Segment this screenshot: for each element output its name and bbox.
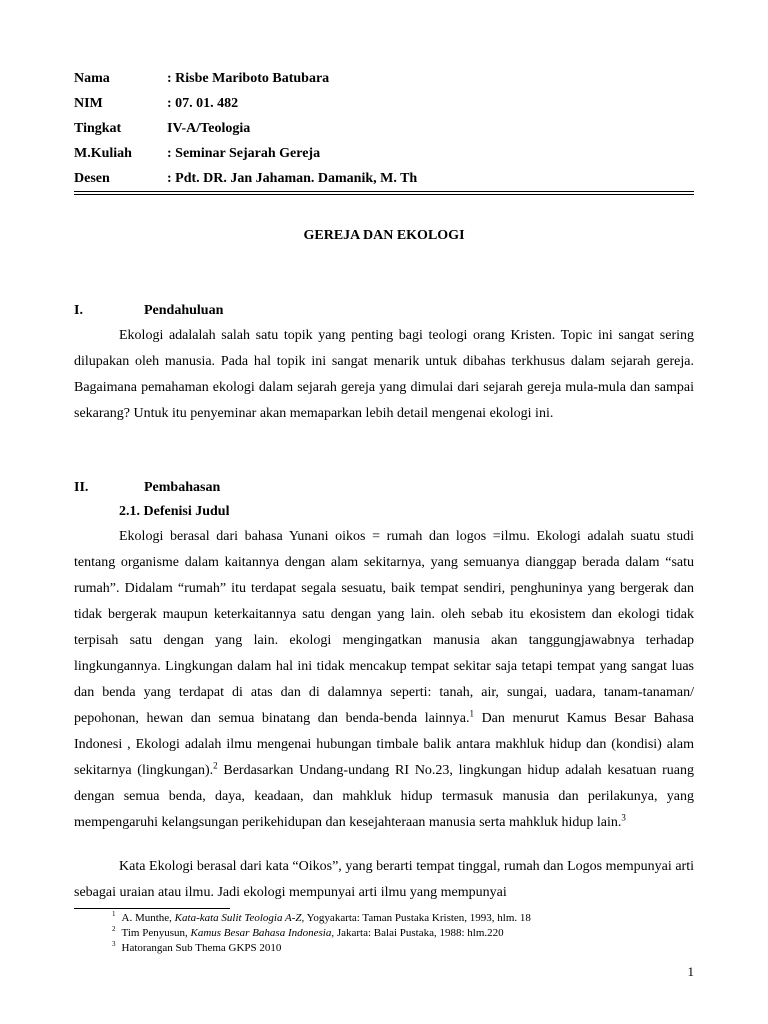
info-value: : 07. 01. 482	[167, 96, 239, 111]
info-label: M.Kuliah	[74, 146, 132, 161]
paragraph-definition	[74, 524, 694, 836]
document-title: GEREJA DAN EKOLOGI	[303, 228, 465, 243]
paragraph-text: Dan menurut Kamus Besar Bahasa Indonesi , Ekologi adalah ilmu mengenai hubungan timbale balik antara makhluk hidup dan (kondisi) alam sekitarnya (lingkungan).	[74, 711, 695, 778]
footnote-item	[112, 926, 692, 941]
section-number: II.	[74, 480, 89, 495]
info-label: NIM	[74, 96, 103, 111]
info-label: Nama	[74, 71, 110, 86]
info-row-desen	[74, 166, 694, 191]
section-title: Pembahasan	[144, 480, 221, 495]
footnotes	[112, 911, 692, 956]
footnote-ref[interactable]: 3	[621, 812, 626, 823]
info-value: IV-A/Teologia	[167, 121, 251, 136]
section-heading-pembahasan	[74, 478, 220, 498]
info-row-nama	[74, 66, 694, 91]
footnote-ref[interactable]: 1	[469, 708, 474, 719]
info-row-tingkat	[74, 116, 694, 141]
page-number: 1	[687, 964, 694, 979]
section-title: Pendahuluan	[144, 303, 224, 318]
footnote-item	[112, 911, 692, 926]
section-heading-pendahuluan	[74, 301, 223, 321]
footnote-divider	[74, 908, 230, 909]
info-row-nim	[74, 91, 694, 116]
student-info-header	[74, 66, 694, 191]
footnote-title: Kamus Besar Bahasa Indonesia,	[190, 927, 335, 939]
footnote-title: Kata-kata Sulit Teologia A-Z,	[174, 912, 305, 924]
section-number: I.	[74, 303, 83, 318]
paragraph-text: Ekologi berasal dari bahasa Yunani oikos = rumah dan logos =ilmu. Ekologi adalah suatu studi tentang organisme dalam kaitannya dengan alam sekitarnya, yang semuanya dianggap berada dalam “satu rumah”. Didalam “rumah” itu terdapat segala sesuatu, baik tempat sendiri, penghuninya yang bergerak dan tidak bergerak maupun keterkaitannya satu dengan yang lain. oleh sebab itu ekosistem dan ekologi tidak terpisah satu dengan yang lain. ekologi mengingatkan manusia akan tanggungjawabnya terhadap lingkungannya. Lingkungan dalam hal ini tidak mencakup tempat sekitar saja tetapi tempat yang sangat luas dan benda yang terdapat di atas dan di dalamnya seperti: tanah, air, sungai, uadara, tanam-tanaman/ pepohonan, hewan dan semua binatang dan benda-benda lainnya.	[74, 529, 694, 726]
footnote-mark: 2	[112, 925, 116, 934]
footnote-text: Jakarta: Balai Pustaka, 1988: hlm.220	[334, 927, 504, 939]
header-divider-top	[74, 191, 694, 192]
header-divider-bottom	[74, 194, 694, 195]
info-value: : Risbe Mariboto Batubara	[167, 71, 330, 86]
subsection-heading-defenisi-judul: 2.1. Defenisi Judul	[119, 504, 230, 519]
paragraph-etymology: Kata Ekologi berasal dari kata “Oikos”, yang berarti tempat tinggal, rumah dan Logos mempunyai arti sebagai uraian atau ilmu. Jadi ekologi mempunyai arti ilmu yang mempunyai	[74, 859, 694, 900]
footnote-mark: 3	[112, 940, 116, 949]
footnote-ref[interactable]: 2	[213, 760, 218, 771]
info-value: : Pdt. DR. Jan Jahaman. Damanik, M. Th	[167, 171, 418, 186]
footnote-text: Hatorangan Sub Thema GKPS 2010	[121, 942, 282, 954]
info-row-mkuliah	[74, 141, 694, 166]
footnote-text: A. Munthe,	[121, 912, 175, 924]
info-label: Tingkat	[74, 121, 122, 136]
paragraph-intro: Ekologi adalalah salah satu topik yang penting bagi teologi orang Kristen. Topic ini sangat sering dilupakan oleh manusia. Pada hal topik ini sangat menarik untuk dibahas terkhusus dalam sejarah gereja. Bagaimana pemahaman ekologi dalam sejarah gereja yang dimulai dari sejarah gereja mula-mula dan sampai sekarang? Untuk itu penyeminar akan memaparkan lebih detail mengenai ekologi ini.	[74, 328, 694, 421]
footnote-text: Yogyakarta: Taman Pustaka Kristen, 1993, hlm. 18	[304, 912, 531, 924]
paragraph-text: Berdasarkan Undang-undang RI No.23, lingkungan hidup adalah kesatuan ruang dengan semua benda, daya, keadaan, dan mahkluk hidup termasuk manusia dan perilakunya, yang mempengaruhi kelangsungan perikehidupan dan kesejahteraan manusia serta mahkluk hidup lain.	[74, 763, 694, 830]
footnote-mark: 1	[112, 910, 116, 919]
footnote-text: Tim Penyusun,	[121, 927, 191, 939]
info-value: : Seminar Sejarah Gereja	[167, 146, 321, 161]
info-label: Desen	[74, 171, 110, 186]
footnote-item	[112, 941, 692, 956]
